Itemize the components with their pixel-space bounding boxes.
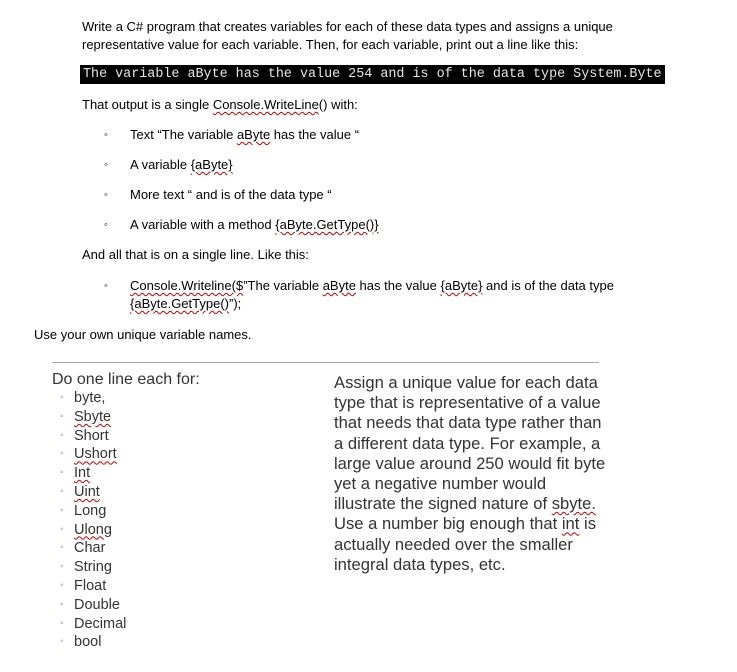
bullet-icon: ◦: [60, 561, 64, 573]
bullet-icon: ◦: [104, 159, 108, 171]
combined-gettype: {aByte.GetType(): [130, 296, 229, 311]
type-name: Char: [74, 540, 106, 557]
bullet-icon: ◦: [60, 448, 64, 460]
bullet-icon: ◦: [60, 504, 64, 516]
list-item: [60, 633, 126, 652]
part-4-pre: A variable with a method: [130, 217, 276, 232]
bullet-icon: ◦: [104, 129, 108, 141]
bullet-icon: ◦: [60, 636, 64, 648]
part-4-var: {aByte.GetType()}: [275, 217, 379, 232]
list-item: [60, 483, 126, 502]
combined-mid-2: has the value: [355, 278, 441, 293]
list-item: [60, 502, 126, 521]
list-item: [60, 445, 126, 464]
bullet-icon: ◦: [60, 392, 64, 403]
type-name: Sbyte: [74, 408, 112, 425]
type-name: String: [74, 559, 112, 576]
bullet-icon: ◦: [60, 617, 64, 629]
type-name: Ulong: [74, 521, 112, 538]
list-item: [60, 389, 126, 408]
type-name: Double: [74, 596, 120, 613]
bullet-icon: ◦: [60, 598, 64, 610]
part-1-pre: Text “The variable: [130, 127, 237, 142]
part-2-pre: A variable: [130, 157, 191, 172]
type-list: [60, 389, 126, 652]
combined-var-1: aByte: [322, 278, 356, 293]
combined-end-1: and is of the data type: [482, 278, 614, 293]
bullet-icon: ◦: [104, 219, 108, 231]
part-2-var: {aByte}: [190, 157, 233, 172]
part-1-var: aByte: [236, 127, 271, 142]
single-line-intro: And all that is on a single line. Like this:: [82, 247, 309, 262]
combined-writeline: Console.Writeline($: [130, 278, 244, 293]
intro-line-1: Write a C# program that creates variables for each of these data types and assigns a unique: [82, 19, 613, 34]
assign-int: int: [561, 514, 580, 534]
list-item: [60, 521, 126, 540]
bullet-icon: ◦: [60, 467, 64, 479]
output-intro: [82, 96, 358, 113]
part-text-1: [130, 126, 359, 143]
type-name: Long: [74, 502, 107, 519]
assign-part-2: Use a number big enough that: [334, 514, 562, 534]
assign-part-1: Assign a unique value for each data type that is representative of a value that needs that data type rather than a different data type. For example, a large value around 250 would fit byte yet a negative number would illustrate the signed nature of: [334, 373, 606, 514]
output-intro-after: () with:: [318, 97, 358, 112]
bullet-icon: ◦: [104, 280, 108, 292]
part-text-4: [130, 216, 379, 233]
combined-example-line-1: [130, 277, 614, 294]
list-item: [60, 615, 126, 634]
type-name: Ushort: [74, 446, 117, 463]
bullet-icon: ◦: [60, 485, 64, 497]
own-names-note: Use your own unique variable names.: [34, 327, 252, 342]
type-name: bool: [74, 634, 102, 651]
combined-end-2: ”);: [229, 296, 242, 311]
part-text-2: [130, 156, 233, 173]
bullet-icon: ◦: [104, 189, 108, 201]
assign-sbyte: sbyte.: [551, 494, 596, 514]
part-text-3: [130, 186, 332, 203]
list-item: [60, 577, 126, 596]
part-3-pre: More text “ and is of the data type “: [130, 187, 332, 202]
combined-var-2: {aByte}: [440, 278, 483, 293]
list-item: [60, 464, 126, 483]
combined-mid-1: ”The variable: [243, 278, 323, 293]
list-item: [60, 558, 126, 577]
bullet-icon: ◦: [60, 542, 64, 554]
list-item: [60, 539, 126, 558]
code-example: The variable aByte has the value 254 and is of the data type System.Byte: [80, 65, 665, 84]
list-title: Do one line each for:: [52, 371, 200, 388]
bullet-icon: ◦: [60, 579, 64, 591]
list-item: [60, 408, 126, 427]
type-name: byte,: [74, 390, 106, 406]
assign-instructions: [334, 373, 606, 575]
part-1-post: has the value “: [270, 127, 360, 142]
output-intro-before: That output is a single: [82, 97, 213, 112]
type-name: Int: [74, 465, 91, 482]
type-name: Uint: [74, 483, 100, 500]
divider: [52, 362, 599, 363]
type-name: Short: [74, 427, 109, 444]
bullet-icon: ◦: [60, 410, 64, 422]
assign-part-3: is actually needed over the smaller integral data types, etc.: [334, 514, 596, 574]
intro-line-2: representative value for each variable. Then, for each variable, print out a line like this:: [82, 37, 579, 52]
combined-example-line-2: [130, 295, 241, 312]
type-name: Decimal: [74, 615, 127, 632]
writeline-method: Console.WriteLine: [212, 97, 319, 112]
type-name: Float: [74, 577, 107, 594]
bullet-icon: ◦: [60, 429, 64, 441]
list-item: [60, 427, 126, 446]
bullet-icon: ◦: [60, 523, 64, 535]
list-item: [60, 596, 126, 615]
